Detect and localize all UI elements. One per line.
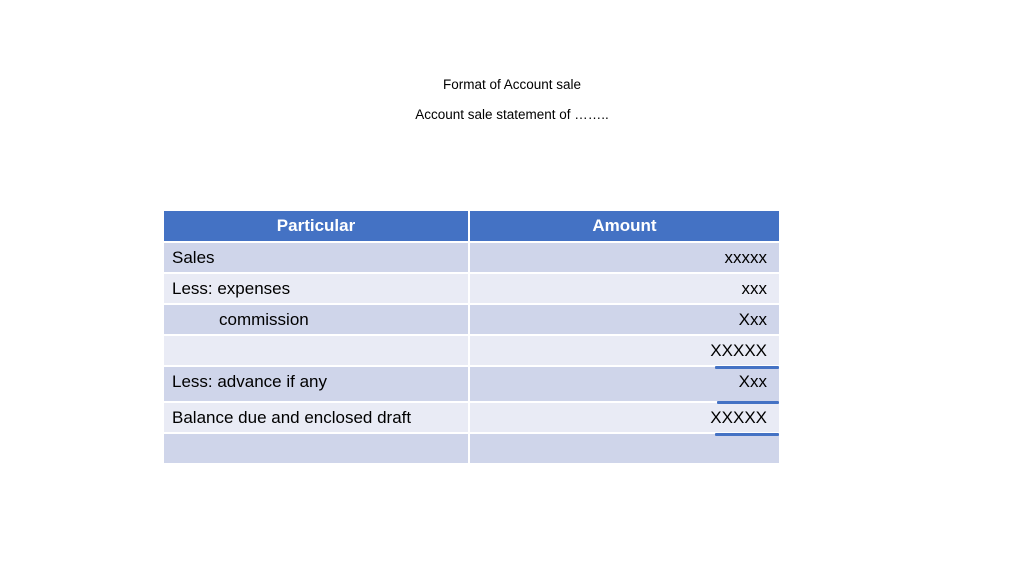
- cell-amount: [470, 403, 779, 432]
- cell-particular: commission: [164, 305, 470, 334]
- table-row: [164, 305, 779, 336]
- header-particular: Particular: [164, 211, 470, 241]
- table-row: [164, 274, 779, 305]
- table-header-row: [164, 211, 779, 243]
- amount-text: xxxxx: [724, 247, 767, 267]
- table-row: [164, 403, 779, 434]
- page-subtitle: Account sale statement of ……..: [415, 107, 609, 122]
- cell-amount: [470, 434, 779, 463]
- table-row: [164, 243, 779, 274]
- cell-amount: [470, 243, 779, 272]
- amount-text: Xxx: [738, 309, 767, 329]
- table-row: [164, 367, 779, 403]
- cell-particular: Sales: [164, 243, 470, 272]
- amount-text: XXXXX: [710, 407, 767, 427]
- cell-particular: [164, 336, 470, 365]
- cell-amount: [470, 367, 779, 401]
- table-row: [164, 336, 779, 367]
- cell-particular: Balance due and enclosed draft: [164, 403, 470, 432]
- cell-particular: [164, 434, 470, 463]
- cell-particular: Less: advance if any: [164, 367, 470, 401]
- cell-amount: [470, 274, 779, 303]
- cell-amount: [470, 336, 779, 365]
- table-row: [164, 434, 779, 465]
- cell-particular: Less: expenses: [164, 274, 470, 303]
- amount-text: xxx: [741, 278, 767, 298]
- amount-text: Xxx: [738, 372, 767, 391]
- cell-amount: [470, 305, 779, 334]
- header-amount: Amount: [592, 216, 657, 235]
- amount-text: XXXXX: [710, 340, 767, 360]
- account-sale-table: [164, 211, 779, 465]
- page-title: Format of Account sale: [442, 77, 582, 92]
